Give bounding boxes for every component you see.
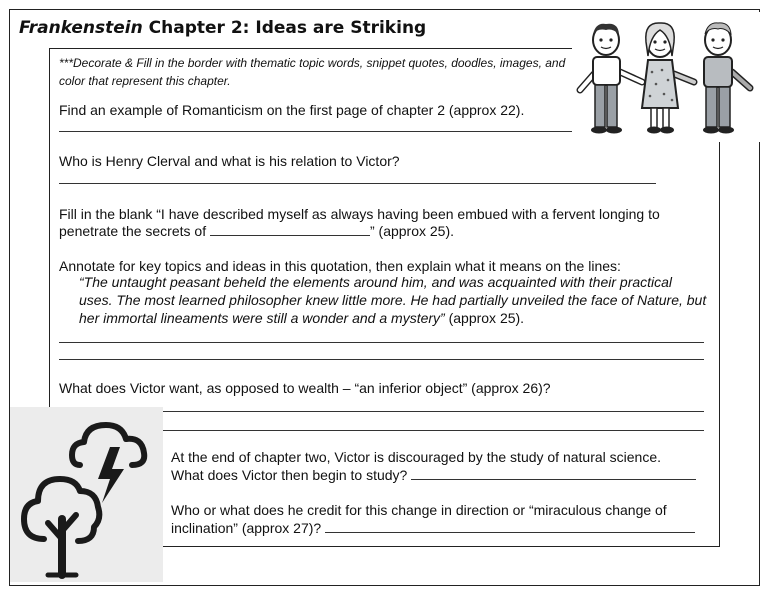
question-6-line-2 — [171, 466, 696, 484]
title-rest: Chapter 2: Ideas are Striking — [142, 18, 427, 38]
q3-after: ” (approx 25). — [369, 223, 455, 239]
question-6: At the end of chapter two, Victor is discouraged by the study of natural science. — [171, 449, 662, 465]
answer-line[interactable] — [59, 131, 574, 132]
instructions: ***Decorate & Fill in the border with thematic topic words, snippet quotes, doodles, images, and color that represent this chapter. — [59, 56, 566, 88]
q7-text: inclination” (approx 27)? — [171, 520, 326, 536]
fill-in-blank[interactable] — [325, 520, 695, 533]
quotation-ref: (approx 25). — [444, 310, 525, 326]
question-3-line-2 — [59, 222, 454, 240]
answer-line[interactable] — [163, 430, 704, 431]
answer-line[interactable] — [59, 359, 704, 360]
page-title — [19, 18, 426, 38]
title-italic: Frankenstein — [19, 18, 143, 38]
answer-line[interactable] — [163, 411, 704, 412]
tree-lightning-cloud-icon — [10, 407, 163, 582]
quotation-text: “The untaught peasant beheld the elements around him, and was acquainted with their practical uses. The most learned philosopher knew little more. He had partially unveiled the face of Nature, but her immortal lineaments were still a wonder and a mystery” — [79, 274, 707, 326]
answer-line[interactable] — [59, 342, 704, 343]
question-7-line-2 — [171, 519, 695, 537]
question-2: Who is Henry Clerval and what is his relation to Victor? — [59, 153, 400, 169]
question-4: Annotate for key topics and ideas in this quotation, then explain what it means on the lines: — [59, 258, 621, 274]
question-5: What does Victor want, as opposed to wealth – “an inferior object” (approx 26)? — [59, 380, 551, 396]
question-1: Find an example of Romanticism on the first page of chapter 2 (approx 22). — [59, 102, 525, 118]
quotation — [79, 273, 709, 327]
fill-in-blank[interactable] — [411, 467, 696, 480]
fill-in-blank[interactable] — [210, 223, 370, 236]
children-holding-hands-icon — [572, 12, 762, 142]
answer-line[interactable] — [59, 183, 656, 184]
question-7: Who or what does he credit for this change in direction or “miraculous change of — [171, 502, 667, 518]
q3-before: penetrate the secrets of — [59, 223, 210, 239]
q6-text: What does Victor then begin to study? — [171, 467, 412, 483]
question-3: Fill in the blank “I have described myself as always having been embued with a fervent longing to — [59, 206, 660, 222]
